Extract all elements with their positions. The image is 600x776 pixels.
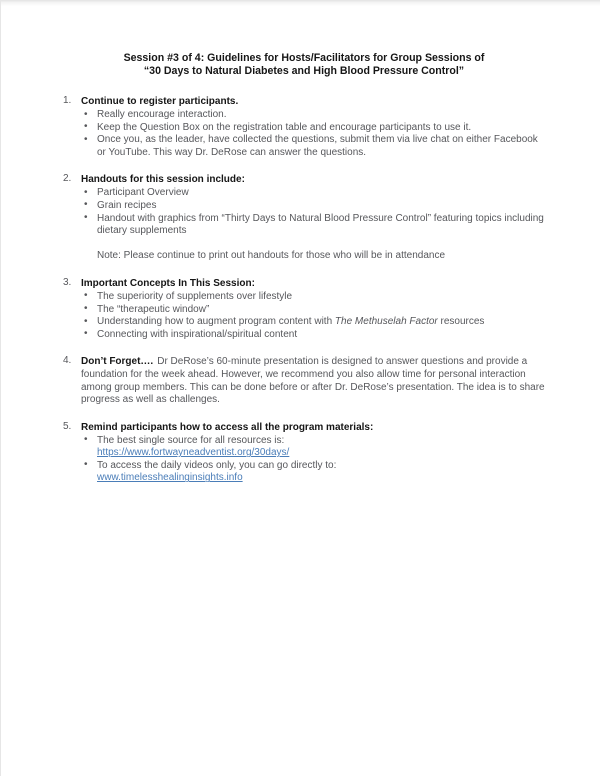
bullet-icon: •: [84, 121, 88, 133]
handouts-note: Note: Please continue to print out handouts for those who will be in attendance: [97, 250, 446, 262]
item-heading: Remind participants how to access all the program materials:: [81, 421, 374, 433]
bullet-text: The superiority of supplements over lifestyle: [97, 290, 293, 302]
bullet-item: [81, 213, 545, 238]
timeless-healing-insights-link[interactable]: www.timelesshealinginsights.info: [97, 472, 243, 484]
bullet-item: [81, 460, 545, 485]
page-top-edge-shadow: [1, 0, 600, 6]
bullet-icon: •: [84, 212, 88, 224]
bullet-item: [81, 329, 545, 342]
bullet-item: [81, 109, 545, 122]
bullet-item: [81, 316, 545, 329]
bullet-text: Keep the Question Box on the registration table and encourage participants to use it.: [97, 121, 472, 133]
bullet-list: [81, 291, 545, 341]
document-content: [63, 52, 545, 499]
bullet-icon: •: [84, 199, 88, 211]
list-item-dont-forget: [63, 355, 545, 406]
list-number: 5.: [63, 420, 72, 432]
bullet-list: [81, 435, 545, 485]
bullet-icon: •: [84, 459, 88, 471]
item-heading: Continue to register participants.: [81, 96, 239, 107]
bullet-item: [81, 200, 545, 213]
bullet-text: Participant Overview: [97, 187, 189, 199]
bullet-text: Grain recipes: [97, 199, 157, 211]
list-number: 4.: [63, 355, 72, 367]
bullet-text: [97, 316, 484, 327]
bullet-text: The best single source for all resources is:: [97, 434, 285, 446]
bullet-text: Handout with graphics from “Thirty Days to Natural Blood Pressure Control” featuring topics including dietary supplements: [97, 212, 544, 237]
item-heading-inline: Don’t Forget….: [81, 356, 154, 368]
list-item-program-materials: [63, 421, 545, 485]
bullet-icon: •: [84, 315, 88, 327]
bullet-item: [81, 304, 545, 317]
bullet-icon: •: [84, 133, 88, 145]
item-heading: Handouts for this session include:: [81, 174, 245, 186]
bullet-text-prefix: Understanding how to augment program content with: [97, 316, 335, 328]
list-number: 3.: [63, 276, 72, 288]
bullet-item: [81, 187, 545, 200]
paragraph-text: Dr DeRose’s 60-minute presentation is designed to answer questions and provide a foundation for the week ahead. However, we recommend you also allow time for personal interaction among group members. This can be done before or after Dr. DeRose’s presentation. The idea is to share progress as well as challenges.: [81, 356, 545, 406]
bullet-icon: •: [84, 303, 88, 315]
document-title-line2: “30 Days to Natural Diabetes and High Blood Pressure Control”: [143, 65, 465, 77]
bullet-icon: •: [84, 328, 88, 340]
bullet-item: [81, 435, 545, 460]
list-number: 1.: [63, 95, 72, 106]
bullet-item: [81, 134, 545, 159]
bullet-text: Once you, as the leader, have collected the questions, submit them via live chat on either Facebook or YouTube. This way Dr. DeRose can answer the questions.: [97, 134, 538, 158]
bullet-icon: •: [84, 108, 88, 120]
bullet-text-suffix: resources: [437, 316, 485, 328]
bullet-list: [81, 187, 545, 237]
list-item-important-concepts: [63, 277, 545, 341]
bullet-text: The “therapeutic window”: [97, 303, 210, 315]
list-item-handouts: [63, 173, 545, 263]
book-title-italic: The Methuselah Factor: [334, 316, 438, 328]
bullet-icon: •: [84, 290, 88, 302]
bullet-text: Really encourage interaction.: [97, 109, 227, 120]
bullet-item: [81, 291, 545, 304]
list-item-register-participants: [63, 95, 545, 159]
bullet-text: Connecting with inspirational/spiritual content: [97, 328, 298, 340]
bullet-item: [81, 122, 545, 135]
bullet-list: [81, 109, 545, 159]
bullet-icon: •: [84, 434, 88, 446]
document-title: [63, 52, 545, 78]
item-heading: Important Concepts In This Session:: [81, 277, 255, 289]
bullet-text: To access the daily videos only, you can go directly to:: [97, 459, 337, 471]
fortwayne-adventist-link[interactable]: https://www.fortwayneadventist.org/30days/: [97, 447, 290, 459]
bullet-icon: •: [84, 186, 88, 198]
list-number: 2.: [63, 173, 72, 185]
document-title-line1: Session #3 of 4: Guidelines for Hosts/Facilitators for Group Sessions of: [123, 52, 485, 64]
